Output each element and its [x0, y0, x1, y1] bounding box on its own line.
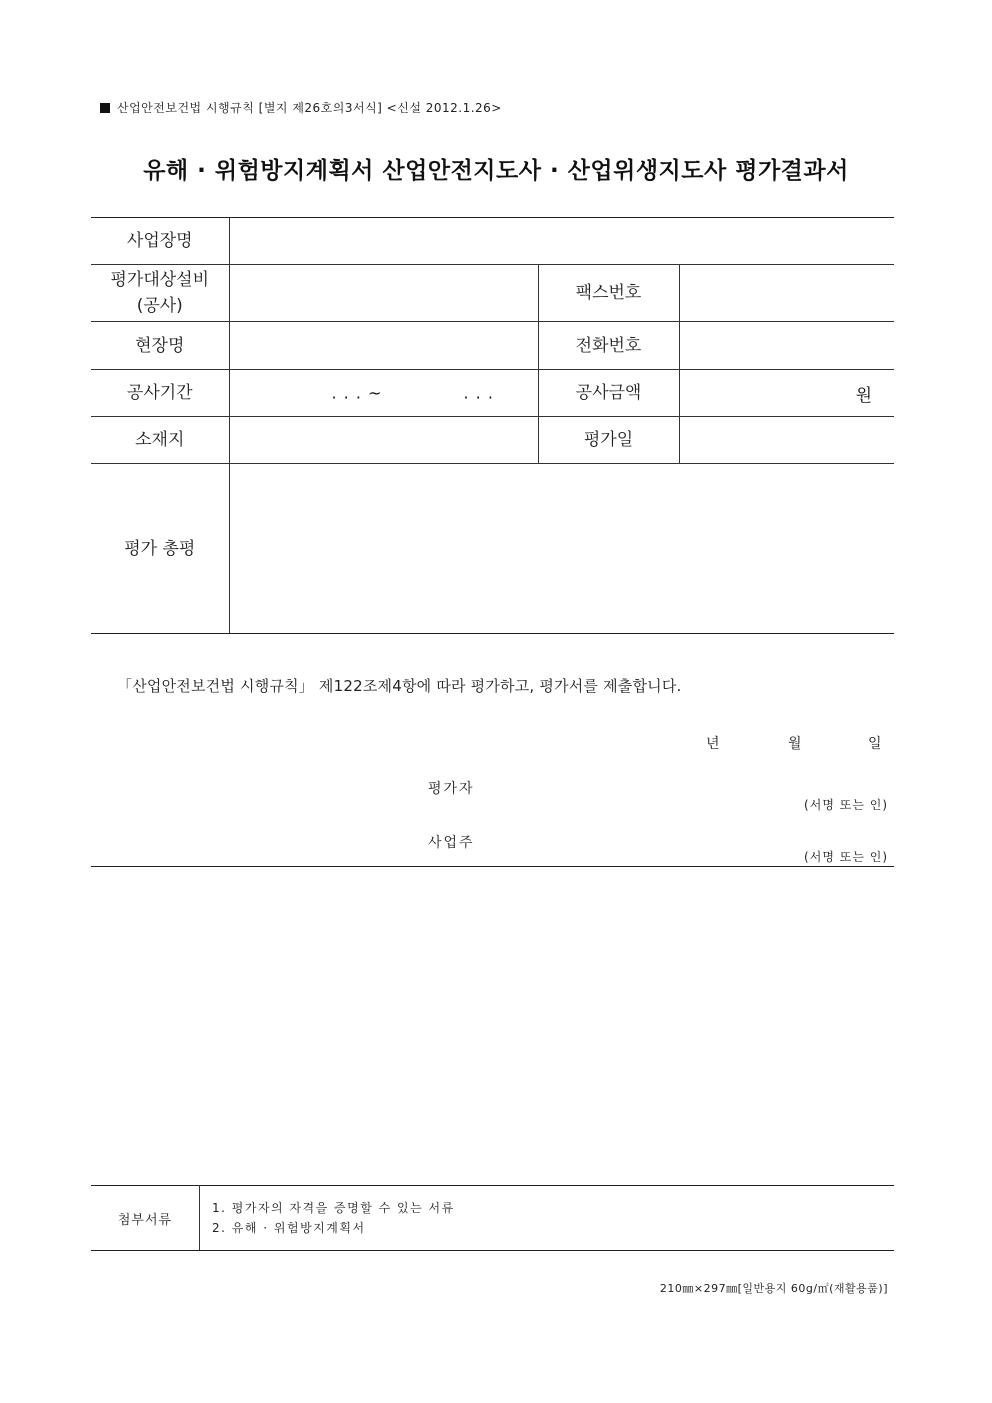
- site-name-label: 현장명: [91, 322, 229, 370]
- phone-label: 전화번호: [538, 322, 679, 370]
- target-facility-label-line2: (공사): [136, 296, 183, 316]
- submission-statement: 「산업안전보건법 시행규칙」 제122조제4항에 따라 평가하고, 평가서를 제출합니다.: [117, 677, 682, 695]
- evaluation-date-label: 평가일: [538, 417, 679, 464]
- review-label: 평가 총평: [91, 464, 229, 634]
- date-month-label: 월: [788, 736, 802, 752]
- workplace-name-field[interactable]: [229, 218, 894, 265]
- site-name-field[interactable]: [229, 322, 538, 370]
- amount-label: 공사금액: [538, 370, 679, 417]
- fax-label: 팩스번호: [538, 265, 679, 322]
- review-field[interactable]: [229, 464, 894, 634]
- owner-signature-note[interactable]: (서명 또는 인): [804, 850, 888, 864]
- location-label: 소재지: [91, 417, 229, 464]
- period-field[interactable]: [229, 370, 538, 417]
- document-title: 유해 · 위험방지계획서 산업안전지도사 · 산업위생지도사 평가결과서: [143, 158, 849, 184]
- form-row-workplace: [91, 218, 894, 265]
- target-facility-label-line1: 평가대상설비: [110, 270, 210, 290]
- evaluation-form-table: [91, 217, 894, 634]
- evaluator-signature-note[interactable]: (서명 또는 인): [804, 798, 888, 812]
- attachments-label: 첨부서류: [91, 1186, 200, 1251]
- owner-label: 사업주: [428, 835, 475, 851]
- period-start: . . . ~: [331, 383, 383, 403]
- phone-field[interactable]: [679, 322, 894, 370]
- period-end: . . .: [463, 383, 494, 403]
- form-row-target-facility: [91, 265, 894, 322]
- attachment-item: 2. 유해 · 위험방지계획서: [212, 1221, 366, 1235]
- regulation-note-text: 산업안전보건법 시행규칙 [별지 제26호의3서식] <신설 2012.1.26>: [117, 101, 502, 115]
- workplace-name-label: 사업장명: [91, 218, 229, 265]
- date-year-label: 년: [706, 736, 720, 752]
- date-day-label: 일: [868, 736, 882, 752]
- attachments-table: [91, 1185, 894, 1251]
- form-row-site: [91, 322, 894, 370]
- evaluator-label: 평가자: [428, 781, 475, 797]
- attachment-item: 1. 평가자의 자격을 증명할 수 있는 서류: [212, 1201, 455, 1215]
- attachments-row: [91, 1186, 894, 1251]
- location-field[interactable]: [229, 417, 538, 464]
- amount-unit: 원: [855, 385, 873, 406]
- amount-field[interactable]: [679, 370, 894, 417]
- black-square-icon: [100, 103, 110, 113]
- target-facility-field[interactable]: [229, 265, 538, 322]
- form-row-review: [91, 464, 894, 634]
- period-label: 공사기간: [91, 370, 229, 417]
- signature-section-divider: [91, 866, 894, 867]
- regulation-note: [100, 99, 502, 116]
- paper-spec: 210㎜×297㎜[일반용지 60g/㎡(재활용품)]: [659, 1282, 888, 1295]
- evaluation-date-field[interactable]: [679, 417, 894, 464]
- form-row-location: [91, 417, 894, 464]
- fax-field[interactable]: [679, 265, 894, 322]
- attachments-list: [200, 1186, 895, 1251]
- target-facility-label: [91, 265, 229, 322]
- form-row-period: [91, 370, 894, 417]
